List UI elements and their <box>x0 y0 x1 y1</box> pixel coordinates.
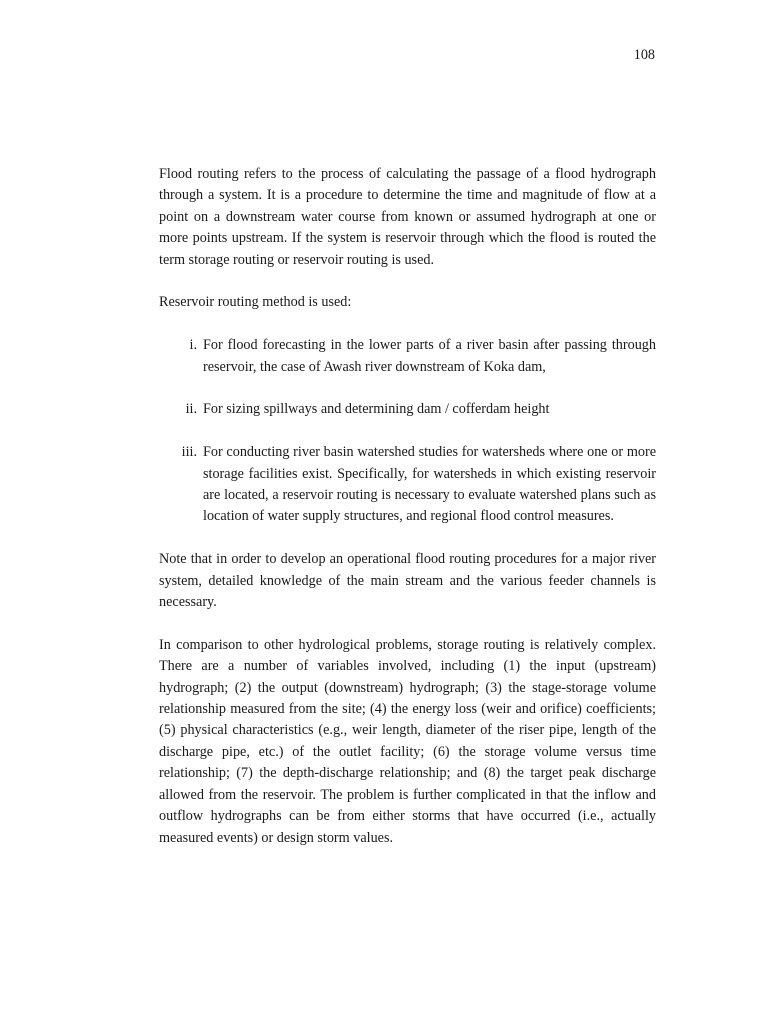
list-item <box>159 399 656 420</box>
list-marker: i. <box>189 337 197 354</box>
list-marker: ii. <box>185 401 197 418</box>
paragraph-operational-note: Note that in order to develop an operational flood routing procedures for a major river system, detailed knowledge of the main stream and the various feeder channels is necessary. <box>159 551 656 611</box>
reservoir-routing-uses-list <box>159 335 656 528</box>
page-number: 108 <box>633 47 655 63</box>
document-body <box>159 164 656 870</box>
list-item <box>159 442 656 528</box>
paragraph-flood-routing-definition: Flood routing refers to the process of calculating the passage of a flood hydrograph through a system. It is a procedure to determine the time and magnitude of flow at a point on a downstream water course from known or assumed hydrograph at one or more points upstream. If the system is reservoir through which the flood is routed the term storage routing or reservoir routing is used. <box>159 166 656 268</box>
paragraph-reservoir-routing-intro: Reservoir routing method is used: <box>159 294 352 311</box>
list-item-text: For flood forecasting in the lower parts of a river basin after passing through reservoir, the case of Awash river downstream of Koka dam, <box>203 337 656 375</box>
list-item <box>159 335 656 378</box>
list-marker: iii. <box>181 444 197 461</box>
list-item-text: For sizing spillways and determining dam / cofferdam height <box>203 401 550 418</box>
paragraph-storage-routing-complexity: In comparison to other hydrological problems, storage routing is relatively complex. There are a number of variables involved, including (1) the input (upstream) hydrograph; (2) the output (downstream) hydrograph; (3) the stage-storage volume relationship measured from the site; (4) the energy loss (weir and orifice) coefficients; (5) physical characteristics (e.g., weir length, diameter of the riser pipe, length of the discharge pipe, etc.) of the outlet facility; (6) the storage volume versus time relationship; (7) the depth-discharge relationship; and (8) the target peak discharge allowed from the reservoir. The problem is further complicated in that the inflow and outflow hydrographs can be from either storms that have occurred (i.e., actually measured events) or design storm values. <box>159 636 656 846</box>
list-item-text: For conducting river basin watershed studies for watersheds where one or more storage facilities exist. Specifically, for watersheds in which existing reservoir are located, a reservoir routing is necessary to evaluate watershed plans such as location of water supply structures, and regional flood control measures. <box>203 444 656 525</box>
